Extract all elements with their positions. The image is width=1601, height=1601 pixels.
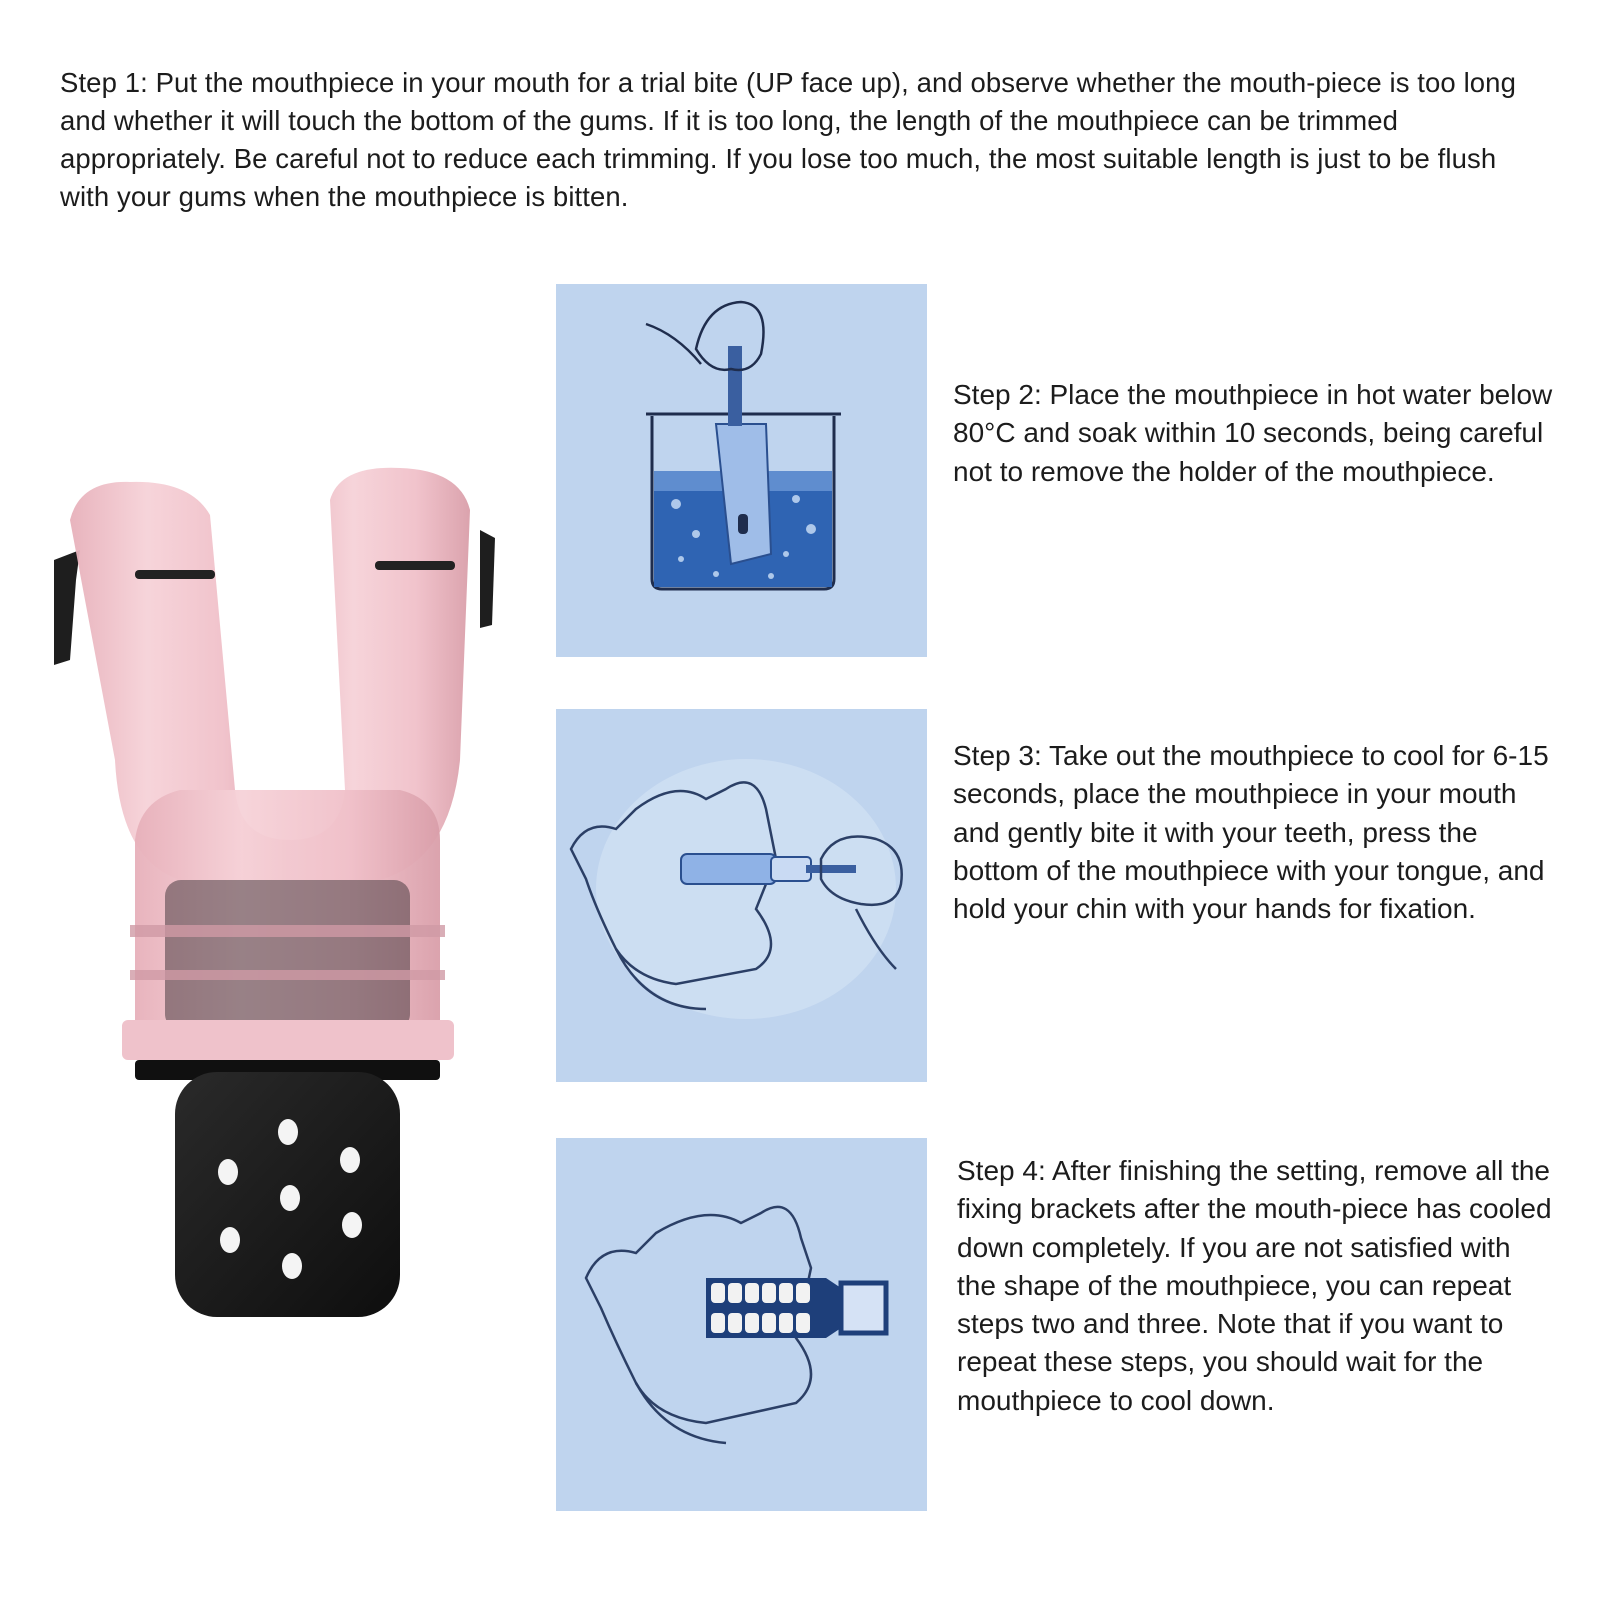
step-4-text: Step 4: After finishing the setting, remove all the fixing brackets after the mouth-piece has cooled down completely. If you are not satisfied with the shape of the mouthpiece, you can repeat steps two and three. Note that if you want to repeat these steps, you should wait for the mouthpiece to cool down. xyxy=(957,1155,1552,1416)
step-1-text: Step 1: Put the mouthpiece in your mouth for a trial bite (UP face up), and observe whether the mouth-piece is too long and whether it will touch the bottom of the gums. If it is too long, the length of the mouthpiece can be trimmed appropriately. Be careful not to reduce each trimming. If you lose too much, the most suitable length is just to be flush with your gums when the mouthpiece is bitten. xyxy=(60,67,1516,212)
step-4-illustration xyxy=(556,1138,927,1511)
mouthpiece-product-image xyxy=(40,460,520,1360)
step-2-text: Step 2: Place the mouthpiece in hot water below 80°C and soak within 10 seconds, being careful not to remove the holder of the mouthpiece. xyxy=(953,379,1553,487)
step-3-text: Step 3: Take out the mouthpiece to cool for 6-15 seconds, place the mouthpiece in your mouth and gently bite it with your teeth, press the bottom of the mouthpiece with your tongue, and hold your chin with your hands for fixation. xyxy=(953,740,1549,925)
step-2-illustration xyxy=(556,284,927,657)
step-3-illustration xyxy=(556,709,927,1082)
